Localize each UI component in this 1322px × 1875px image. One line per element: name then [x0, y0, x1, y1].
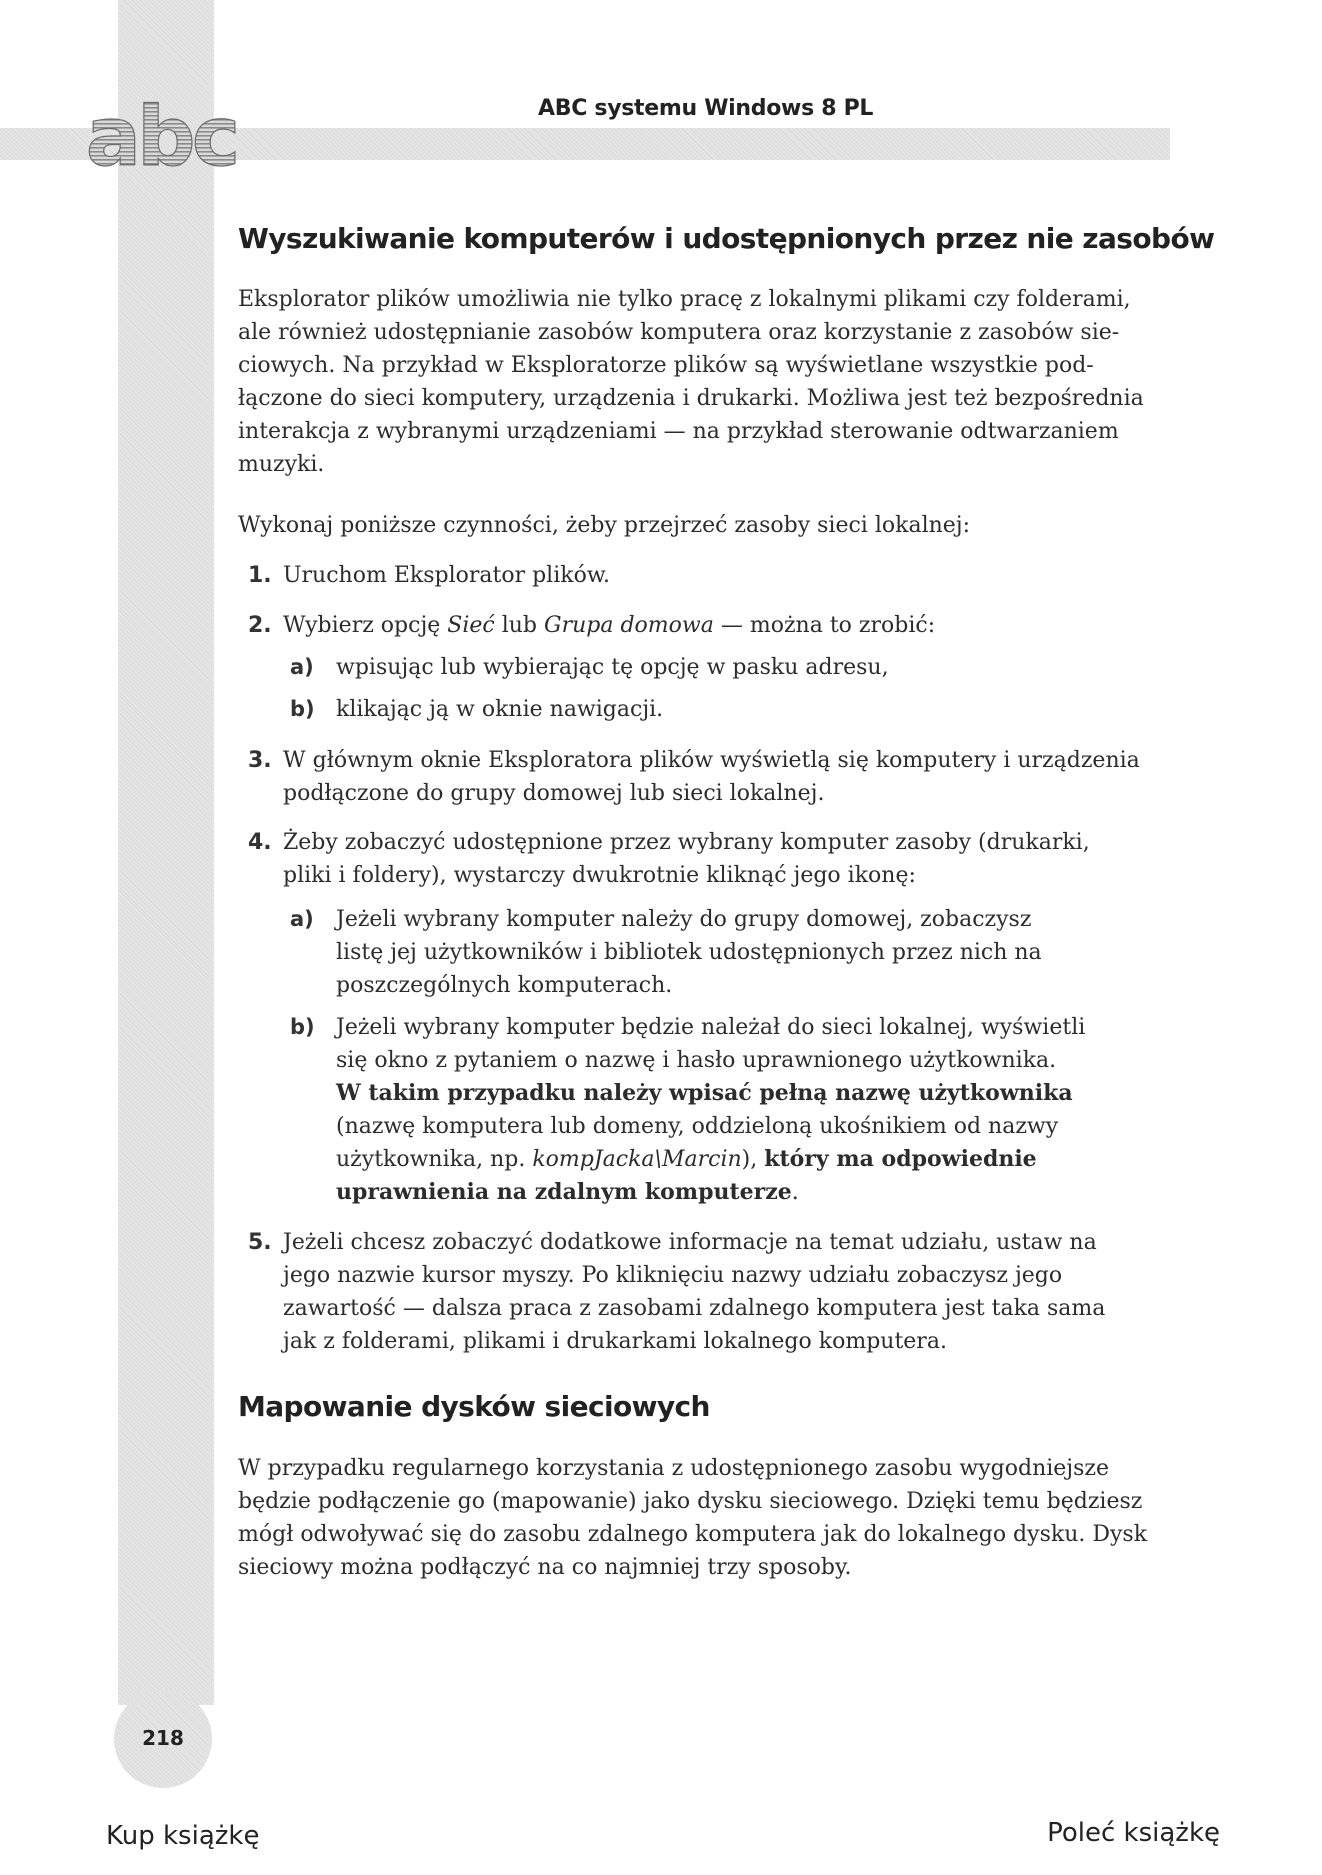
section-heading: Wyszukiwanie komputerów i udostępnionych przez nie zasobów: [238, 222, 1215, 255]
text-line: ale również udostępnianie zasobów komputera oraz korzystanie z zasobów sie-: [238, 320, 1120, 345]
substep-text: wpisując lub wybierając tę opcję w pasku adresu,: [336, 655, 889, 680]
intro-paragraph: [238, 283, 1163, 481]
recommend-book-link[interactable]: Poleć książkę: [1047, 1818, 1220, 1848]
substep-label: a): [290, 907, 314, 931]
step-text: Jeżeli chcesz zobaczyć dodatkowe informacje na temat udziału, ustaw na jego nazwie kursor myszy. Po kliknięciu nazwy udziału zobaczysz jego zawartość — dalsza praca z zasobami zdalnego komputera jest taka sama jak z folderami, plikami i drukarkami lokalnego komputera.: [283, 1230, 1106, 1354]
substep-text: klikając ją w oknie nawigacji.: [336, 697, 664, 722]
text-line: muzyki.: [238, 452, 325, 477]
emphasis: Grupa domowa: [544, 613, 714, 638]
bold-text: który ma odpowiednie: [764, 1146, 1037, 1172]
text-line: mógł odwoływać się do zasobu zdalnego komputera jak do lokalnego dysku. Dysk: [238, 1522, 1148, 1547]
substep-text: Jeżeli wybrany komputer należy do grupy domowej, zobaczysz listę jej użytkowników i bibliotek udostępnionych przez nich na poszczególnych komputerach.: [336, 907, 1042, 998]
substep-text: Jeżeli wybrany komputer będzie należał do sieci lokalnej, wyświetli się okno z pytaniem o nazwę i hasło uprawnionego użytkownika. W takim przypadku należy wpisać pełną nazwę użytkownika (nazwę komputera lub domeny, oddzieloną ukośnikiem od nazwy użytkownika, np. kompJacka\Marcin), który ma odpowiednie uprawnienia na zdalnym komputerze.: [336, 1015, 1086, 1205]
step-number: 5.: [248, 1230, 272, 1255]
text-line: ciowych. Na przykład w Eksploratorze plików są wyświetlane wszystkie pod-: [238, 353, 1094, 378]
emphasis: Sieć: [447, 613, 495, 638]
step-text: Uruchom Eksplorator plików.: [283, 563, 611, 588]
emphasis: kompJacka\Marcin: [532, 1147, 742, 1172]
step-number: 4.: [248, 830, 272, 855]
abc-logo: [86, 95, 236, 177]
step-text: Żeby zobaczyć udostępnione przez wybrany komputer zasoby (drukarki, pliki i foldery), wystarczy dwukrotnie kliknąć jego ikonę:: [283, 830, 1090, 888]
bold-text: uprawnienia na zdalnym komputerze: [336, 1179, 792, 1205]
buy-book-link[interactable]: Kup książkę: [106, 1821, 260, 1851]
logo-text: abc: [86, 95, 236, 177]
running-header: ABC systemu Windows 8 PL: [538, 96, 874, 121]
step-number: 1.: [248, 563, 272, 588]
step-number: 3.: [248, 748, 272, 773]
text-line: interakcja z wybranymi urządzeniami — na przykład sterowanie odtwarzaniem: [238, 419, 1119, 444]
step-number: 2.: [248, 613, 272, 638]
substep-label: b): [290, 1015, 315, 1039]
text-line: łączone do sieci komputery, urządzenia i drukarki. Możliwa jest też bezpośrednia: [238, 386, 1144, 411]
text-line: Eksplorator plików umożliwia nie tylko pracę z lokalnymi plikami czy folderami,: [238, 287, 1131, 312]
text-line: sieciowy można podłączyć na co najmniej trzy sposoby.: [238, 1555, 852, 1580]
step-text: Wybierz opcję Sieć lub Grupa domowa — można to zrobić:: [283, 613, 936, 638]
steps-intro: Wykonaj poniższe czynności, żeby przejrzeć zasoby sieci lokalnej:: [238, 513, 971, 538]
body-paragraph: [238, 1452, 1163, 1584]
section-heading: Mapowanie dysków sieciowych: [238, 1390, 710, 1423]
side-strip: [118, 0, 214, 1705]
substep-label: b): [290, 697, 315, 721]
substep-label: a): [290, 655, 314, 679]
text-line: W przypadku regularnego korzystania z udostępnionego zasobu wygodniejsze: [238, 1456, 1110, 1481]
text-line: będzie podłączenie go (mapowanie) jako dysku sieciowego. Dzięki temu będziesz: [238, 1489, 1143, 1514]
bold-text: W takim przypadku należy wpisać pełną nazwę użytkownika: [336, 1080, 1073, 1106]
page-number: 218: [142, 1726, 184, 1750]
step-text: W głównym oknie Eksploratora plików wyświetlą się komputery i urządzenia podłączone do grupy domowej lub sieci lokalnej.: [283, 748, 1140, 806]
